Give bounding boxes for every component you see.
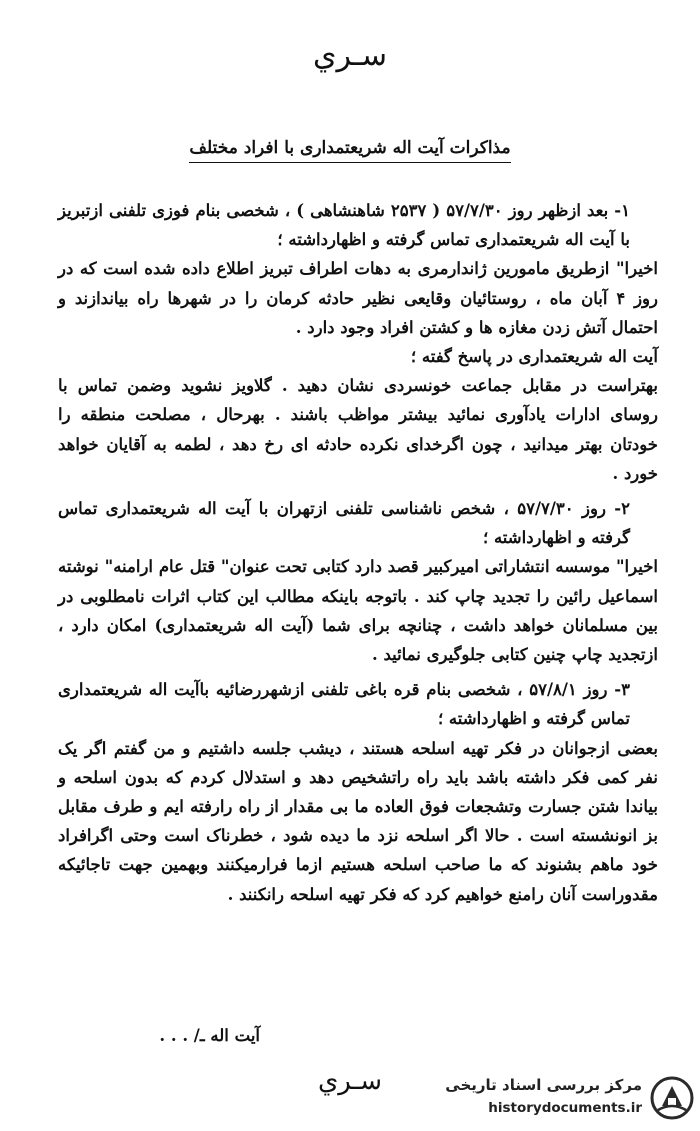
paragraph-item-3-header: ۳- روز ۵۷/۸/۱ ، شخصی بنام قره باغی تلفنی ازشهررضائیه باآیت اله شریعتمداری تماس گرفته و اظهارداشته ؛ bbox=[58, 680, 630, 729]
paragraph-item-1-reply: بهتراست در مقابل جماعت خونسردی نشان دهید . گلاویز نشوید وضمن تماس با روسای ادارات یادآوری نمائید بیشتر مواظب باشند . بهرحال ، مصلحت منطقه را خودتان بهتر میدانید ، چون اگرخدای نکرده حادثه ای رخ دهد ، لطمه به آقایان خواهد خورد . bbox=[58, 376, 658, 483]
top-classification-stamp: سـري bbox=[313, 38, 387, 73]
watermark bbox=[436, 1070, 694, 1126]
paragraph-item-2-header: ۲- روز ۵۷/۷/۳۰ ، شخص ناشناسی تلفنی ازتهران با آیت اله شریعتمداری تماس گرفته و اظهارداشته ؛ bbox=[58, 499, 630, 548]
paragraph-item-2-report: اخیرا" موسسه انتشاراتی امیرکبیر قصد دارد کتابی تحت عنوان" قتل عام ارامنه" نوشته اسماعیل رائین را تجدید چاپ کند . باتوجه باینکه مطالب این کتاب اثرات نامطلوبی در بین مسلمانان خواهد داشت ، چنانچه برای شما (آیت اله شریعتمداری) امکان دارد ، ازتجدید چاپ چنین کتابی جلوگیری نمائید . bbox=[58, 557, 658, 665]
bottom-classification-stamp: سـري bbox=[317, 1066, 383, 1096]
signature-line: آیت اله ـ/ . . . bbox=[159, 1026, 260, 1045]
title-container bbox=[0, 138, 700, 163]
paragraph-item-1-header: ۱- بعد ازظهر روز ۵۷/۷/۳۰ ( ۲۵۳۷ شاهنشاهی ) ، شخصی بنام فوزی تلفنی ازتبریز با آیت اله شریعتمداری تماس گرفته و اظهارداشته ؛ bbox=[58, 201, 630, 250]
paragraph-item-1-reply-intro: آیت اله شریعتمداری در پاسخ گفته ؛ bbox=[410, 347, 658, 367]
document-body bbox=[58, 196, 658, 909]
paragraph-item-3-report: بعضی ازجوانان در فکر تهیه اسلحه هستند ، دیشب جلسه داشتیم و من گفتم اگر یک نفر کمی فکر داشته باشد باید راه راتشخیص دهد و استدلال کردم که بدون اسلحه و بیاندا شتن جسارت وتشجعات فوق العاده ما بی مقدار از راه رارفته ایم و طرف مقابل بز انونشسته است . حالا اگر اسلحه نزد ما دیده شود ، خطرناک است وحتی اگرافراد خود ماهم بشنوند که ما صاحب اسلحه هستیم ازما فرارمیکنند وبهمین جهت تاجائیکه مقدوراست آنان رامنع خواهیم کرد که فکر تهیه اسلحه رانکنند . bbox=[58, 738, 658, 904]
document-title: مذاکرات آیت اله شریعتمداری با افراد مختلف bbox=[189, 138, 510, 163]
watermark-url: historydocuments.ir bbox=[488, 1100, 642, 1116]
watermark-title: مرکز بررسی اسناد تاریخی bbox=[445, 1076, 642, 1094]
archive-logo-icon bbox=[650, 1076, 694, 1120]
paragraph-item-1-report: اخیرا" ازطریق مامورین ژاندارمری به دهات اطراف تبریز اطلاع داده شده است که در روز ۴ آبان ماه ، روستائیان وقایعی نظیر حادثه کرمان را در شهرها راه بیاندازند و احتمال آتش زدن مغازه ها و کشتن افراد وجود دارد . bbox=[58, 259, 658, 337]
